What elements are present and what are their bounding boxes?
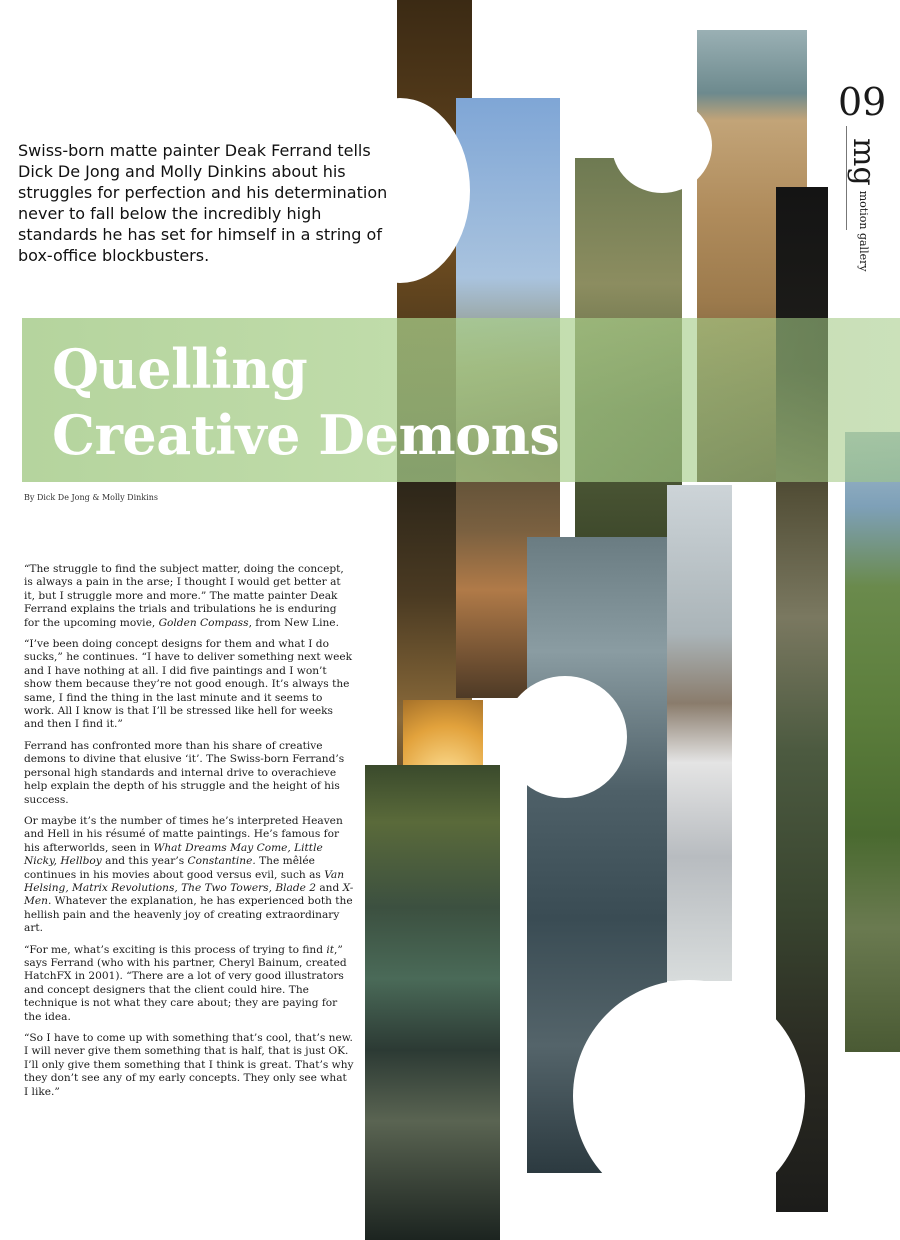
collage-strip-8 — [667, 485, 732, 981]
title-line-2: Creative Demons — [52, 403, 560, 467]
brand-mark: mg — [846, 138, 881, 186]
body-paragraph: Or maybe it’s the number of times he’s interpreted Heaven and Hell in his résumé of matte paintings. He’s famous for his afterworlds, seen in What Dreams May Come, Little Nicky, Hellboy and this year’s Constantine. The mêlée continues in his movies about good versus evil, such as Van Helsing, Matrix Revolutions, The Two Towers, Blade 2 and X-Men. Whatever the explanation, he has experienced both the hellish pain and the heavenly joy of creating extraordinary art. — [24, 814, 354, 935]
body-paragraph: “For me, what’s exciting is this process of trying to find it,” says Ferrand (who with his partner, Cheryl Bainum, created HatchFX in 2001). “There are a lot of very good illustrators and concept designers that the client could hire. The technique is not what they care about; they are paying for the idea. — [24, 943, 347, 1023]
circle-cutout — [503, 676, 627, 798]
body-paragraph: “So I have to come up with something that’s cool, that’s new. I will never give them something that is half, that is just OK. I’ll only give them something that I think is great. That’s why they don’t see any of my early concepts. They only see what I like.” — [24, 1032, 354, 1098]
circle-cutout — [573, 980, 805, 1212]
circle-cutout — [612, 98, 712, 193]
section-name: motion gallery — [857, 190, 870, 272]
collage-strip-6 — [845, 432, 900, 1052]
section-tag — [846, 138, 881, 272]
article-body — [24, 563, 354, 1107]
body-paragraph: “I’ve been doing concept designs for them and what I do sucks,” he continues. “I have to deliver something next week and I have nothing at all. I did five paintings and I won’t show them because they’re not good enough. It’s always the same, I find the thing in the last minute and it seems to work. All I know is that I’ll be stressed like hell for weeks and then I find it.” — [24, 638, 353, 731]
title-line-1: Quelling — [52, 337, 308, 401]
article-title — [52, 336, 559, 468]
body-paragraph: “The struggle to find the subject matter, doing the concept, is always a pain in the arse; I thought I would get better at it, but I struggle more and more.” The matte painter Deak Ferrand explains the trials and tribulations he is enduring for the upcoming movie, Golden Compass, from New Line. — [24, 563, 344, 629]
collage-strip-10 — [365, 765, 500, 1240]
page-number: 09 — [838, 80, 887, 124]
byline: By Dick De Jong & Molly Dinkins — [24, 493, 158, 502]
body-paragraph: Ferrand has confronted more than his share of creative demons to divine that elusive ‘it’. The Swiss-born Ferrand’s personal high standards and internal drive to overachieve help explain the depth of his struggle and the height of his success. — [24, 739, 345, 806]
intro-deck: Swiss-born matte painter Deak Ferrand tells Dick De Jong and Molly Dinkins about his struggles for perfection and his determination never to fall below the incredibly high standards he has set for himself in a string of box-office blockbusters. — [18, 141, 388, 265]
